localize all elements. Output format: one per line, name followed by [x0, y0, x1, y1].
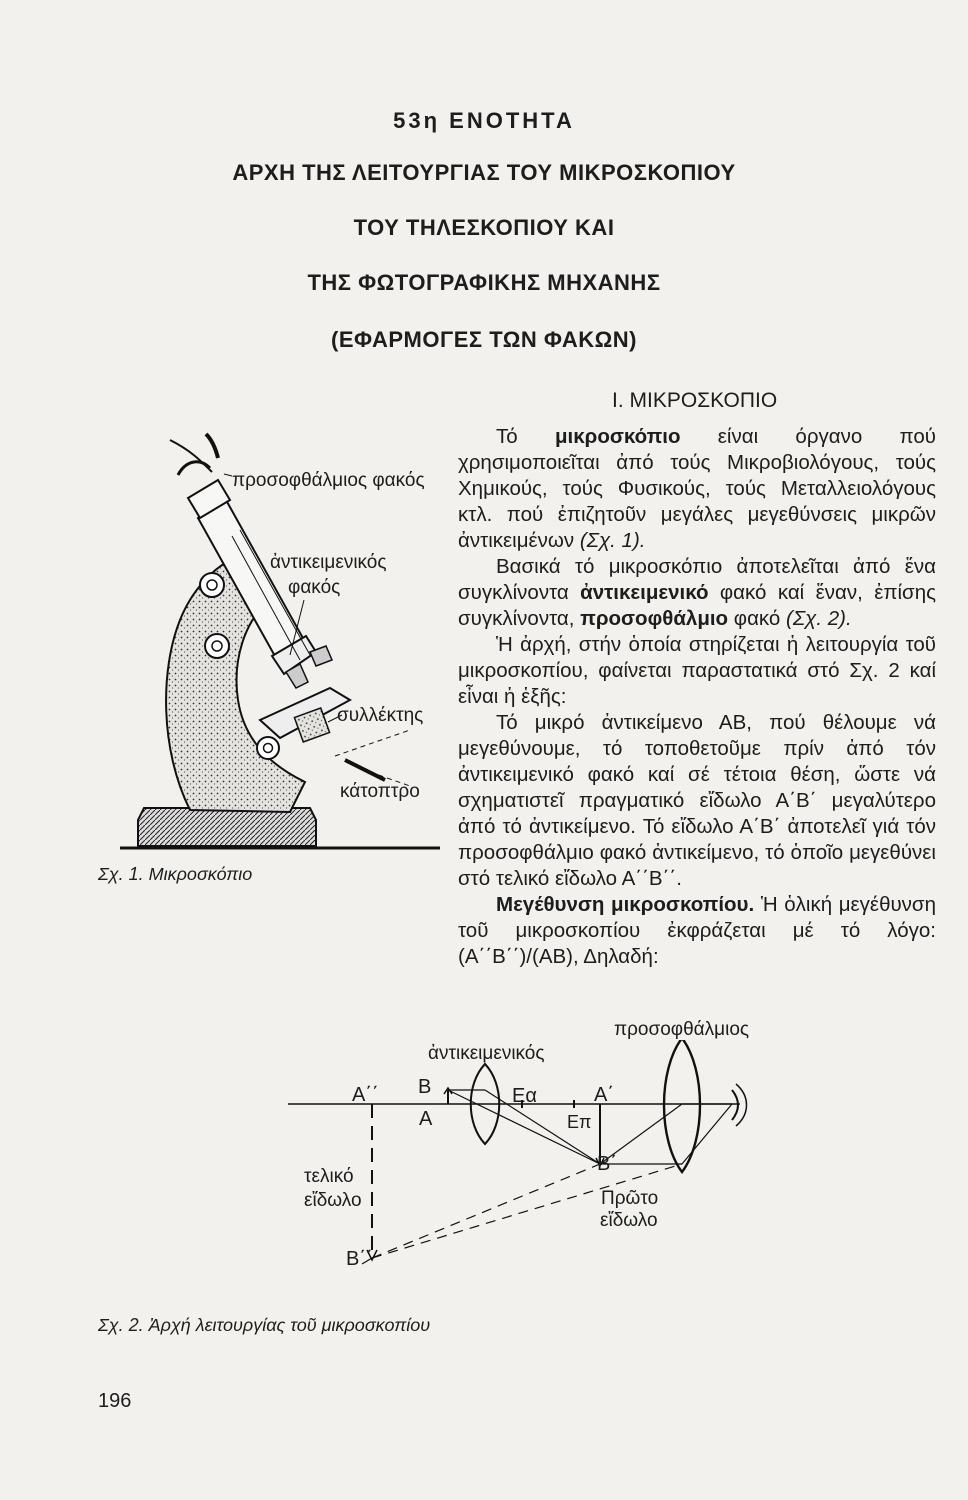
paragraph-1: Τό μικροσκόπιο είναι όργανο πού χρησιμοποιεῖται ἀπό τούς Μικροβιολόγους, τούς Χημικούς, τούς Φυσικούς, τούς Μεταλλειολόγους κτλ. πού ἐπιζητοῦν μεγάλες μεγεθύνσεις μικρῶν ἀντικειμένων (Σχ. 1). — [458, 425, 936, 552]
unit-heading: 53η ΕΝΟΤΗΤΑ — [393, 108, 575, 133]
point-b: Β — [418, 1076, 432, 1098]
mirror — [345, 760, 385, 780]
figure1-caption: Σχ. 1. Μικροσκόπιο — [98, 864, 253, 884]
ray-diagram — [270, 1040, 770, 1280]
body-text — [458, 424, 936, 970]
paragraph-2: Βασικά τό μικροσκόπιο ἀποτελεῖται ἀπό ἕνα συγκλίνοντα ἀντικειμενικό φακό καί ἕναν, ἐπίσης συγκλίνοντα, προσοφθάλμιο φακό (Σχ. 2). — [458, 555, 936, 630]
title-line-1: ΑΡΧΗ ΤΗΣ ΛΕΙΤΟΥΡΓΙΑΣ ΤΟΥ ΜΙΚΡΟΣΚΟΠΙΟΥ — [232, 160, 736, 185]
eye-icon — [170, 440, 212, 472]
microscope-base — [138, 808, 316, 846]
eyepiece-lens-shape — [664, 1040, 700, 1172]
point-b-prime: Β΄ — [597, 1153, 617, 1175]
label-first-image-line1: Πρῶτο — [601, 1188, 659, 1209]
point-a-prime: Α΄ — [594, 1084, 614, 1106]
point-ep: Επ — [567, 1112, 592, 1132]
label-objective: ἀντικειμενικός — [428, 1043, 545, 1064]
label-final-image-line2: εἴδωλο — [304, 1190, 362, 1211]
label-objective-line1: ἀντικειμενικός — [270, 552, 387, 573]
paragraph-3: Ἡ ἀρχή, στήν ὁποία στηρίζεται ἡ λειτουργία τοῦ μικροσκοπίου, φαίνεται παραστατικά στό Σχ. 2 καί εἶναι ἡ ἑξῆς: — [458, 633, 936, 708]
point-a: Α — [419, 1108, 433, 1130]
label-objective-line2: φακός — [288, 577, 341, 598]
title-line-3: ΤΗΣ ΦΩΤΟΓΡΑΦΙΚΗΣ ΜΗΧΑΝΗΣ — [307, 270, 661, 295]
label-first-image-line2: εἴδωλο — [600, 1210, 658, 1231]
label-final-image-line1: τελικό — [304, 1166, 354, 1187]
figure2-caption: Σχ. 2. Ἀρχή λειτουργίας τοῦ μικροσκοπίου — [98, 1315, 431, 1335]
point-ea: Εα — [512, 1085, 537, 1107]
eye-icon — [732, 1090, 738, 1120]
section-title: Ι. ΜΙΚΡΟΣΚΟΠΙΟ — [612, 389, 778, 412]
label-mirror: κάτοπτρο — [340, 781, 420, 802]
title-line-4: (ΕΦΑΡΜΟΓΕΣ ΤΩΝ ΦΑΚΩΝ) — [331, 327, 637, 352]
microscope-arm — [166, 560, 305, 812]
label-condenser: συλλέκτης — [337, 705, 424, 726]
label-eyepiece: προσοφθάλμιος φακός — [232, 470, 425, 491]
title-line-2: ΤΟΥ ΤΗΛΕΣΚΟΠΙΟΥ ΚΑΙ — [353, 215, 615, 240]
point-b-double-prime: Β΄΄ — [346, 1248, 373, 1270]
paragraph-5: Μεγέθυνση μικροσκοπίου. Ἡ ὁλική μεγέθυνση τοῦ μικροσκοπίου ἐκφράζεται μέ τό λόγο: (Α΄΄Β΄΄)/(ΑΒ), Δηλαδή: — [458, 893, 936, 968]
paragraph-4: Τό μικρό ἀντικείμενο ΑΒ, πού θέλουμε νά μεγεθύνουμε, τό τοποθετοῦμε πρίν ἀπό τόν ἀντικειμενικό φακό καί σέ τέτοια θέση, ὥστε νά σχηματιστεῖ πραγματικό εἴδωλο Α΄Β΄ μεγαλύτερο ἀπό τό ἀντικείμενο. Τό εἴδωλο Α΄Β΄ ἀποτελεῖ γιά τόν προσοφθάλμιο φακό ἀντικείμενο, τό ὁποῖο μεγεθύνει στό τελικό εἴδωλο Α΄΄Β΄΄. — [458, 711, 936, 890]
label-eyepiece-fig2: προσοφθάλμιος — [614, 1019, 750, 1040]
point-a-double-prime: Α΄΄ — [352, 1084, 379, 1106]
page-number: 196 — [98, 1390, 132, 1412]
